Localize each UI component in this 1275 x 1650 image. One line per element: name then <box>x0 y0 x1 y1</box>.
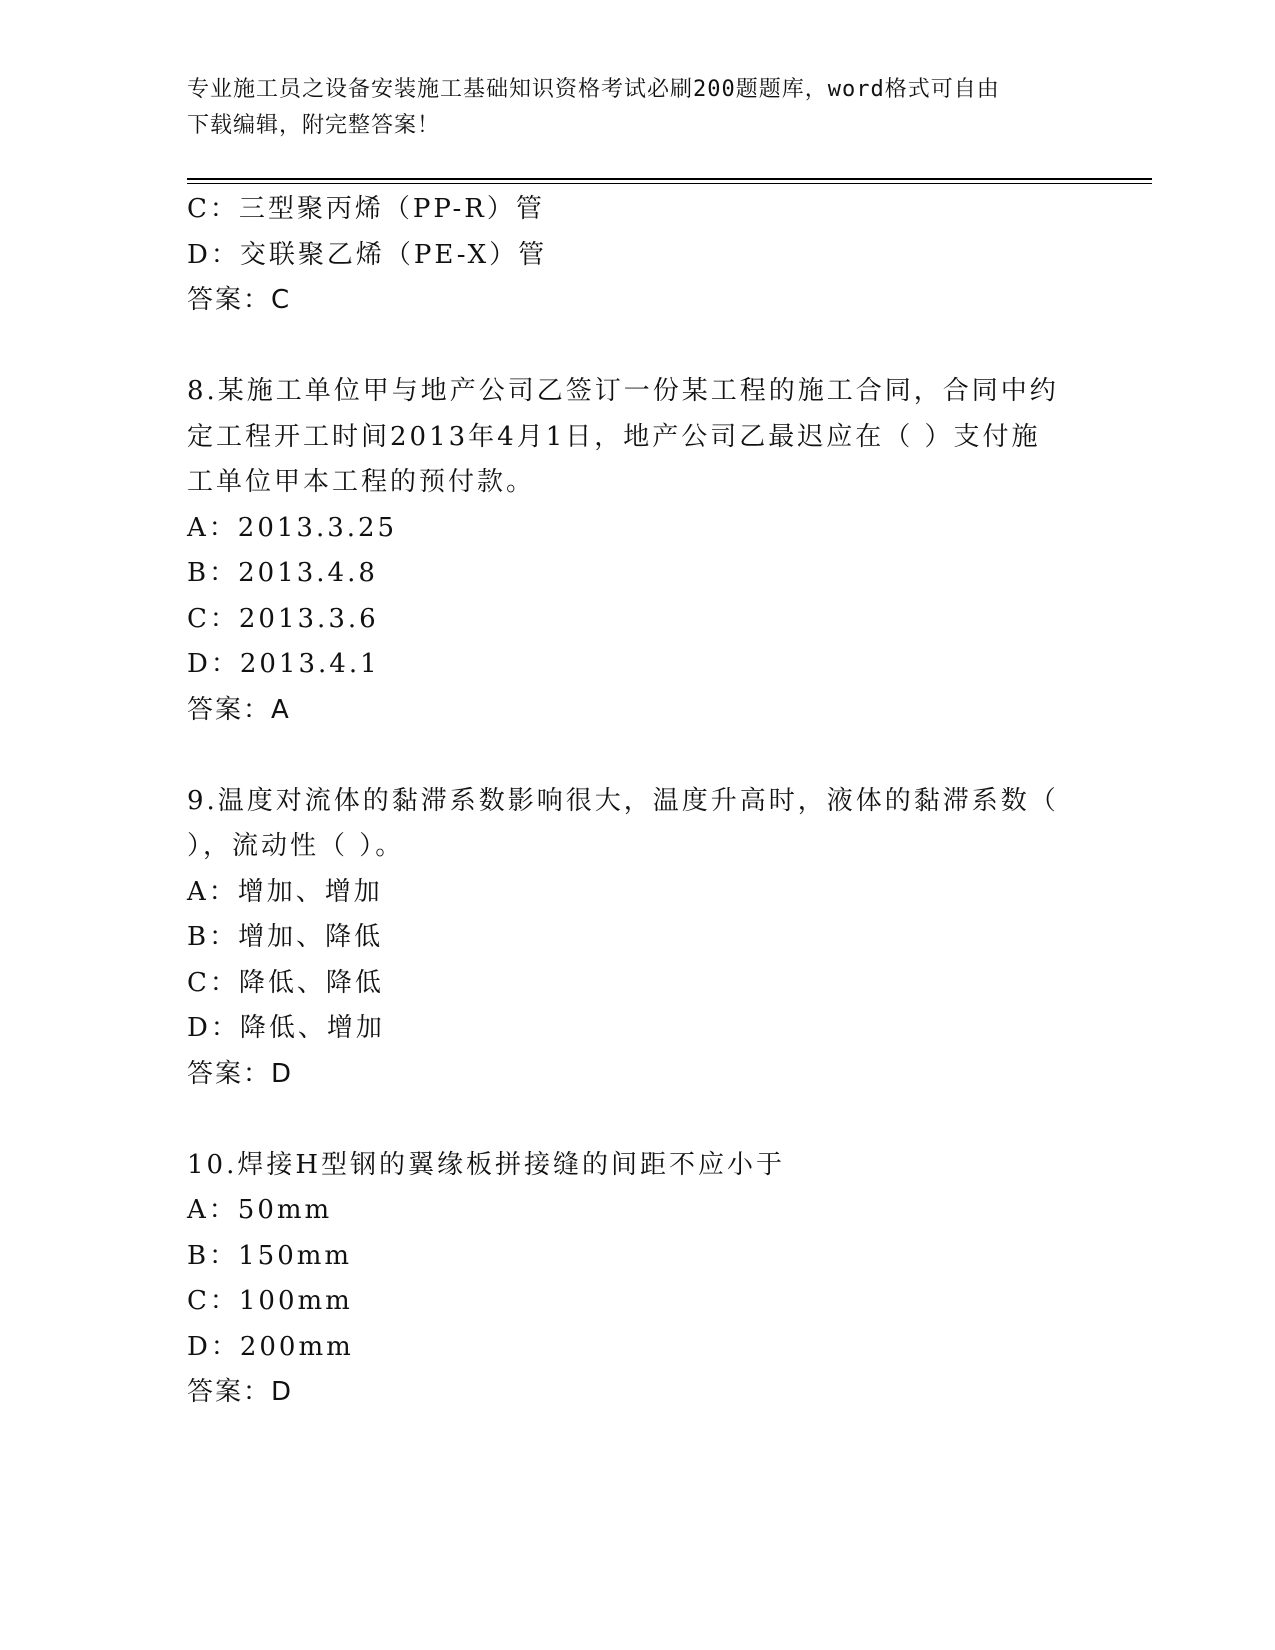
spacer <box>187 733 1067 779</box>
option-c: C：100mm <box>187 1286 353 1316</box>
document-header <box>187 72 1067 144</box>
question-text-line: 工单位甲本工程的预付款。 <box>187 467 536 497</box>
header-line-2: 下载编辑，附完整答案！ <box>187 113 441 138</box>
option-d: D：200mm <box>187 1331 354 1362</box>
question-text-line: 9.温度对流体的黏滞系数影响很大，温度升高时，液体的黏滞系数（ <box>187 785 1059 816</box>
spacer <box>187 324 1067 370</box>
option-b: B：150mm <box>187 1240 353 1271</box>
option-d: D：2013.4.1 <box>187 649 380 679</box>
question-text-line: 定工程开工时间2013年4月1日，地产公司乙最迟应在（ ）支付施 <box>187 421 1041 452</box>
question-7 <box>187 187 1067 324</box>
option-c: C：降低、降低 <box>187 967 384 998</box>
option-d: D：交联聚乙烯（PE-X）管 <box>187 239 548 270</box>
header-rule-thin <box>187 183 1152 184</box>
option-c: C：三型聚丙烯（PP-R）管 <box>187 194 545 224</box>
option-b: B：增加、降低 <box>187 922 384 952</box>
option-b: B：2013.4.8 <box>187 558 378 588</box>
question-text-line: ），流动性（ ）。 <box>187 831 405 861</box>
question-10 <box>187 1143 1067 1416</box>
option-a: A：50mm <box>187 1195 333 1225</box>
answer-text: 答案：D <box>187 1377 294 1407</box>
option-d: D：降低、增加 <box>187 1013 385 1043</box>
option-a: A：2013.3.25 <box>187 512 398 543</box>
question-text-line: 8.某施工单位甲与地产公司乙签订一份某工程的施工合同，合同中约 <box>187 376 1059 406</box>
answer-text: 答案：A <box>187 694 291 725</box>
answer-text: 答案：C <box>187 285 292 315</box>
option-c: C：2013.3.6 <box>187 603 379 634</box>
answer-text: 答案：D <box>187 1058 294 1089</box>
question-8 <box>187 369 1067 733</box>
spacer <box>187 1097 1067 1143</box>
question-list <box>187 187 1067 1416</box>
header-line-1: 专业施工员之设备安装施工基础知识资格考试必刷200题题库，word格式可自由 <box>187 77 1000 102</box>
question-9 <box>187 779 1067 1098</box>
option-a: A：增加、增加 <box>187 876 383 907</box>
question-text-line: 10.焊接H型钢的翼缘板拼接缝的间距不应小于 <box>187 1149 786 1180</box>
header-rule-thick <box>187 178 1152 180</box>
